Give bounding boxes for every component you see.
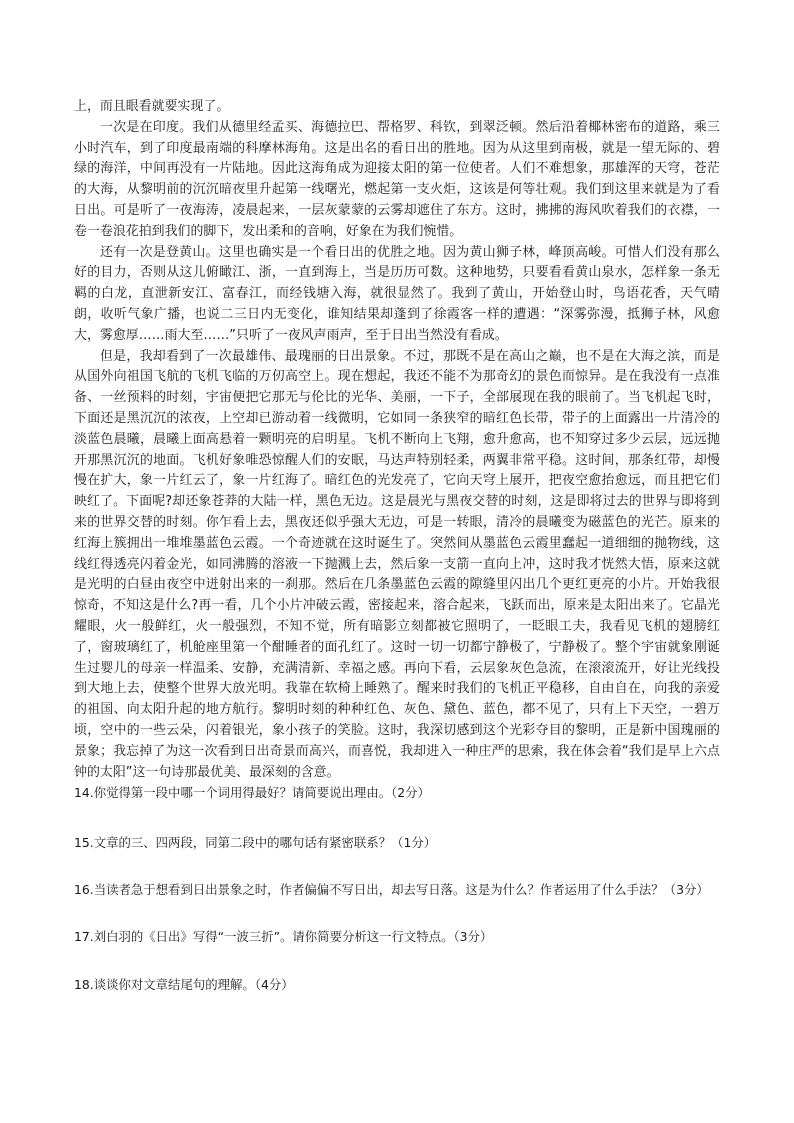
document-page — [74, 97, 720, 996]
passage-paragraph-india: 一次是在印度。我们从德里经孟买、海德拉巴、帮格罗、科钦，到翠泛顿。然后沿着椰林密布的道路，乘三小时汽车，到了印度最南端的科摩林海角。这是出名的看日出的胜地。因为从这里到南极，就是一望无际的、碧绿的海洋，中间再没有一片陆地。因此这海角成为迎接太阳的第一位使者。人们不难想象，那雄浑的天穹，苍茫的大海，从黎明前的沉沉暗夜里升起第一线曙光，燃起第一支火炬，这该是何等壮观。我们到这里来就是为了看日出。可是听了一夜海涛，凌晨起来，一层灰蒙蒙的云雾却遮住了东方。这时，拂拂的海风吹着我们的衣襟，一卷一卷浪花拍到我们的脚下，发出柔和的音响，好象在为我们惋惜。 — [74, 119, 720, 239]
question-14: 14.你觉得第一段中哪一个词用得最好？请简要说出理由。（2分） — [74, 785, 430, 801]
passage-paragraph-airplane-sunrise: 但是，我却看到了一次最雄伟、最瑰丽的日出景象。不过，那既不是在高山之巅，也不是在大海之滨，而是从国外向祖国飞航的飞机飞临的万仞高空上。现在想起，我还不能不为那奇幻的景色而惊异。是在我没有一点准备、一丝预料的时刻，宇宙便把它那无与伦比的光华、美丽，一下子，全部展现在我的眼前了。当飞机起飞时，下面还是黑沉沉的浓夜，上空却已游动着一线微明，它如同一条狭窄的暗红色长带，带子的上面露出一片清冷的淡蓝色晨曦，晨曦上面高悬着一颗明亮的启明星。飞机不断向上飞翔，愈升愈高，也不知穿过多少云层，远远抛开那黑沉沉的地面。飞机好象唯恐惊醒人们的安眠，马达声特别轻柔，两翼非常平稳。这时间，那条红带，却慢慢在扩大，象一片红云了，象一片红海了。暗红色的光发亮了，它向天穹上展开，把夜空愈抬愈远，而且把它们映红了。下面呢?却还象苍莽的大陆一样，黑色无边。这是晨光与黑夜交替的时刻，这是即将过去的世界与即将到来的世界交替的时刻。你乍看上去，黑夜还似乎强大无边，可是一转眼，清冷的晨曦变为磁蓝色的光芒。原来的红海上簇拥出一堆堆墨蓝色云霞。一个奇迹就在这时诞生了。突然间从墨蓝色云霞里蠢起一道细细的抛物线，这线红得透亮闪着金光，如同沸腾的溶液一下抛溅上去，然后象一支箭一直向上冲，这时我才恍然大悟，原来这就是光明的白昼由夜空中迸射出来的一刹那。然后在几条墨蓝色云霞的隙缝里闪出几个更红更亮的小片。开始我很惊奇，不知这是什么?再一看，几个小片冲破云霞，密接起来，溶合起来，飞跃而出，原来是太阳出来了。它晶光耀眼，火一般鲜红，火一般强烈，不知不觉，所有暗影立刻都被它照明了，一眨眼工夫，我看见飞机的翅膀红了，窗玻璃红了，机舱座里第一个酣睡者的面孔红了。这时一切一切都宁静极了，宁静极了。整个宇宙就象刚诞生过婴儿的母亲一样温柔、安静，充满清新、幸福之感。再向下看，云层象灰色急流，在滚滚流开，好让光线投到大地上去，使整个世界大放光明。我靠在软椅上睡熟了。醒来时我们的飞机正平稳移，自由自在，向我的亲爱的祖国、向太阳升起的地方航行。黎明时刻的种种红色、灰色、黛色、蓝色，都不见了，只有上下天空，一碧万顷，空中的一些云朵，闪着银光，象小孩子的笑脸。这时，我深切感到这个光彩夺目的黎明，正是新中国瑰丽的景象；我忘掉了为这一次看到日出奇景而高兴，而喜悦，我却进入一种庄严的思索，我在体会着“我们是早上六点钟的太阳”这一句诗那最优美、最深刻的含意。 — [74, 348, 720, 780]
question-17: 17.刘白羽的《日出》写得“一波三折”。请你简要分析这一行文特点。（3分） — [74, 928, 493, 944]
question-16: 16.当读者急于想看到日出景象之时，作者偏偏不写日出，却去写日落。这是为什么？作者运用了什么手法？（3分） — [74, 882, 709, 898]
question-15: 15.文章的三、四两段，同第二段中的哪句话有紧密联系？（1分） — [74, 834, 437, 850]
passage-paragraph-huangshan: 还有一次是登黄山。这里也确实是一个看日出的优胜之地。因为黄山狮子林，峰顶高峻。可惜人们没有那么好的目力，否则从这儿俯瞰江、浙，一直到海上，当是历历可数。这种地势，只要看看黄山泉水，怎样象一条无羁的白龙，直泄新安江、富春江，而经钱塘入海，就很显然了。我到了黄山，开始登山时，鸟语花香，天气晴朗，收听气象广播，也说二三日内无变化，谁知结果却蓬到了徐霞客一样的遭遇：“深雾弥漫，抵狮子林，风愈大，雾愈厚……雨大至……”只听了一夜风声雨声，至于日出当然没有看成。 — [74, 244, 720, 343]
question-list — [74, 783, 720, 996]
reading-passage — [74, 97, 720, 783]
question-18: 18.谈谈你对文章结尾句的理解。（4分） — [74, 977, 294, 993]
passage-paragraph-continuation: 上，而且眼看就要实现了。 — [74, 99, 230, 114]
